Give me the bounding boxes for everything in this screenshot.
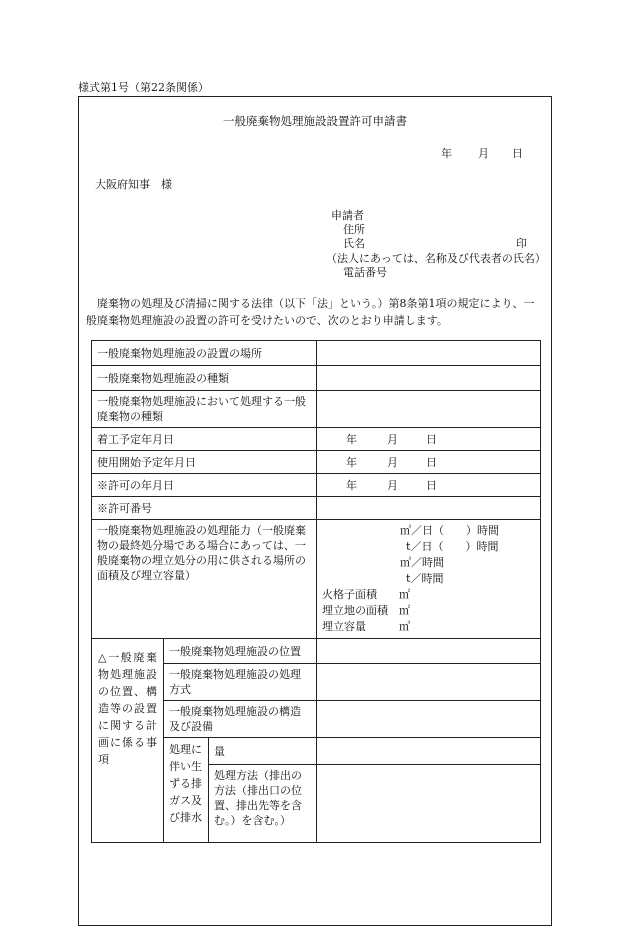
corp-note: （法人にあっては、名称及び代表者の氏名） — [326, 252, 546, 265]
field-capacity[interactable] — [317, 520, 541, 639]
field-start-work[interactable]: 年 月 日 — [317, 428, 541, 451]
label-plan-group: △一般廃棄物処理施設の位置、構造等の設置に関する計画に係る事項 — [92, 639, 164, 843]
label-permit-number: ※許可番号 — [92, 497, 317, 520]
field-waste-type[interactable] — [317, 391, 541, 428]
form-title: 一般廃棄物処理施設設置許可申請書 — [223, 114, 407, 128]
field-location[interactable] — [317, 341, 541, 366]
seal-mark: 印 — [516, 237, 527, 250]
capacity-fire-grate: 火格子面積 ㎡ — [322, 588, 411, 601]
label-start-work: 着工予定年月日 — [92, 428, 317, 451]
field-amount[interactable] — [317, 738, 541, 765]
field-disposal-method[interactable] — [317, 765, 541, 843]
label-plan-method: 一般廃棄物処理施設の処理方式 — [164, 664, 317, 701]
form-number: 様式第1号（第22条関係） — [78, 81, 209, 94]
label-start-use: 使用開始予定年月日 — [92, 451, 317, 474]
field-permit-number[interactable] — [317, 497, 541, 520]
label-capacity: 一般廃棄物処理施設の処理能力（一般廃棄物の最終処分場である場合にあっては、一般廃棄物の埋立処分の用に供される場所の面積及び埋立容量） — [92, 520, 317, 639]
application-table — [91, 340, 541, 843]
label-plan-position: 一般廃棄物処理施設の位置 — [164, 639, 317, 664]
applicant-heading: 申請者 — [331, 209, 364, 222]
field-plan-position[interactable] — [317, 639, 541, 664]
applicant-phone-label: 電話番号 — [343, 266, 387, 279]
application-statement: 廃棄物の処理及び清掃に関する法律（以下「法」という。）第8条第1項の規定により、一般廃棄物処理施設の設置の許可を受けたいので、次のとおり申請します。 — [86, 297, 535, 327]
date-day: 日 — [512, 147, 523, 160]
field-plan-method[interactable] — [317, 664, 541, 701]
capacity-line-1: ㎥／日（ ）時間 — [400, 524, 500, 537]
label-plan-structure: 一般廃棄物処理施設の構造及び設備 — [164, 701, 317, 738]
capacity-landfill-volume: 埋立容量 ㎥ — [322, 620, 411, 633]
field-facility-type[interactable] — [317, 366, 541, 391]
capacity-line-2: t／日（ ）時間 — [406, 540, 499, 553]
label-waste-type: 一般廃棄物処理施設において処理する一般廃棄物の種類 — [92, 391, 317, 428]
label-disposal-method: 処理方法（排出の方法（排出口の位置、排出先等を含む。）を含む。） — [209, 765, 317, 843]
field-plan-structure[interactable] — [317, 701, 541, 738]
addressee: 大阪府知事 様 — [95, 178, 172, 191]
label-facility-type: 一般廃棄物処理施設の種類 — [92, 366, 317, 391]
capacity-landfill-area: 埋立地の面積 ㎡ — [322, 604, 411, 617]
date-month: 月 — [478, 147, 489, 160]
field-start-use[interactable]: 年 月 日 — [317, 451, 541, 474]
label-location: 一般廃棄物処理施設の設置の場所 — [92, 341, 317, 366]
applicant-address-label: 住所 — [343, 223, 365, 236]
field-permit-date[interactable]: 年 月 日 — [317, 474, 541, 497]
label-exhaust-group: 処理に伴い生ずる排ガス及び排水 — [164, 738, 209, 843]
label-permit-date: ※許可の年月日 — [92, 474, 317, 497]
label-amount: 量 — [209, 738, 317, 765]
date-year: 年 — [441, 147, 452, 160]
applicant-name-label: 氏名 — [343, 237, 365, 250]
capacity-line-4: t／時間 — [406, 572, 444, 585]
capacity-line-3: ㎥／時間 — [400, 556, 445, 569]
